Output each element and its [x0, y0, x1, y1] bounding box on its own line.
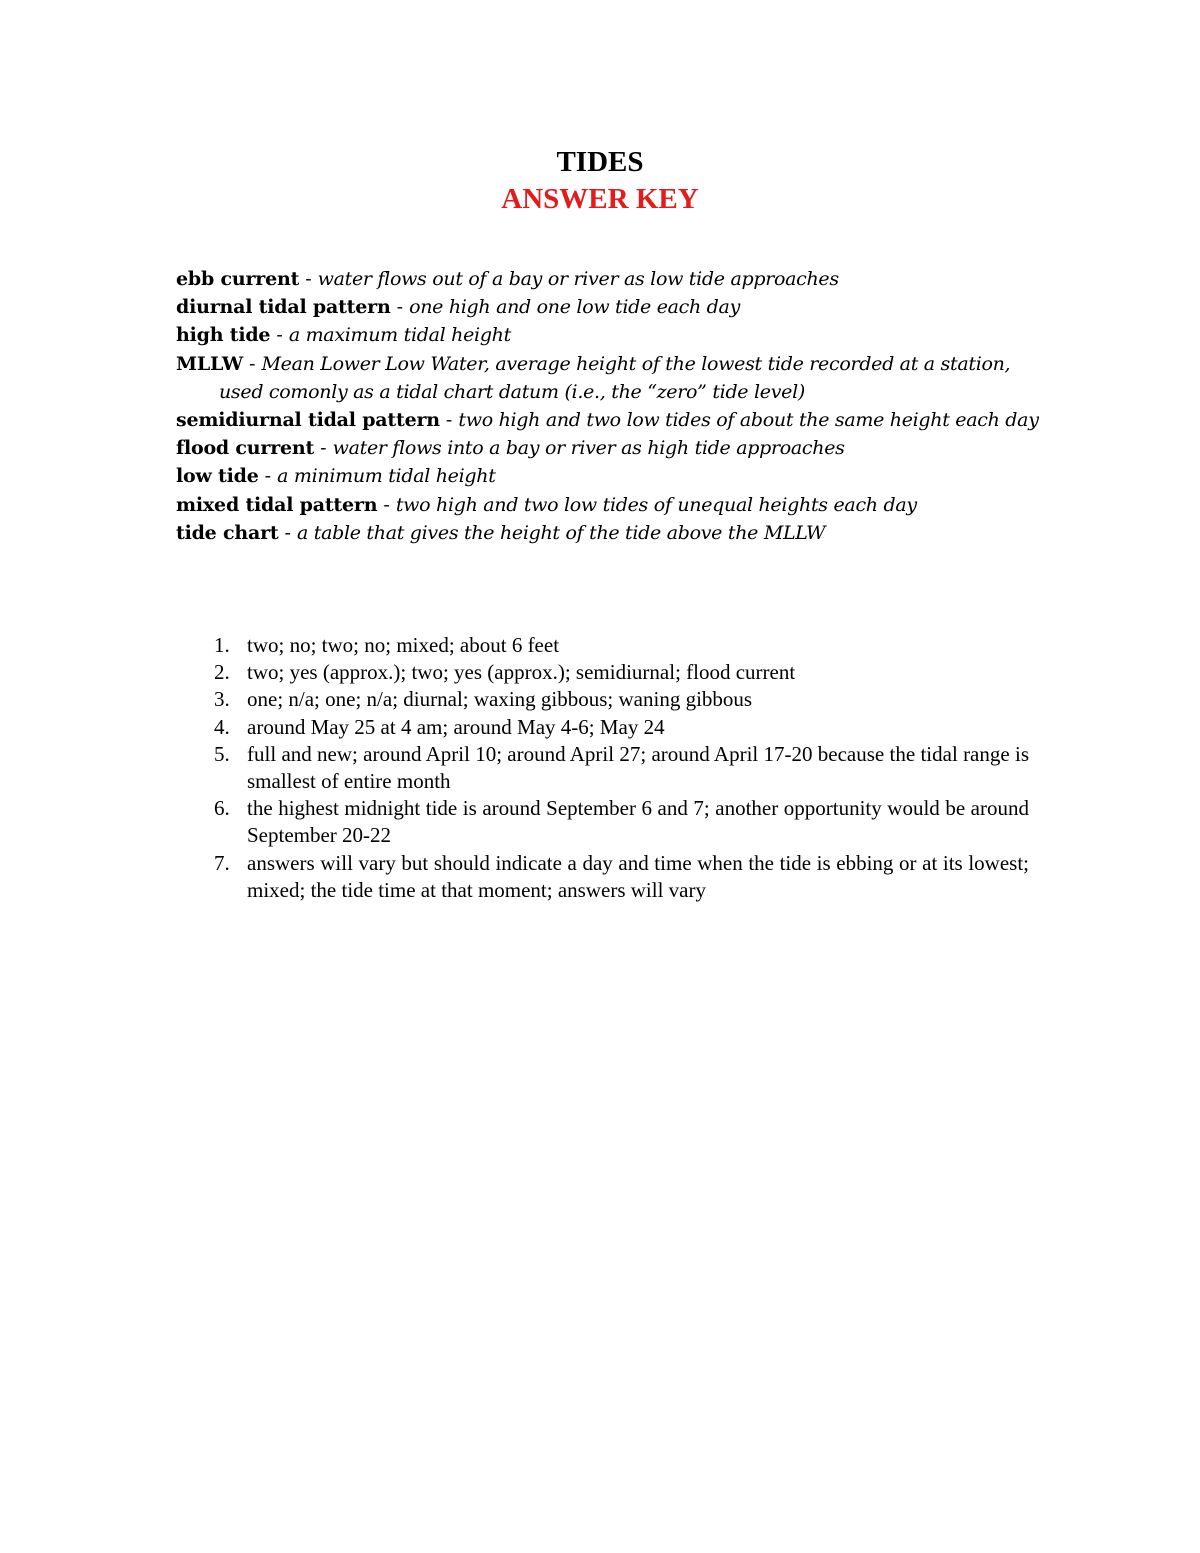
glossary-separator: -	[270, 324, 289, 347]
glossary-definition: two high and two low tides of unequal heights each day	[395, 493, 917, 516]
answer-item	[214, 632, 1029, 659]
glossary-separator: -	[439, 409, 459, 432]
glossary-term: mixed tidal pattern	[176, 493, 378, 516]
answer-number: 7.	[214, 850, 230, 875]
answer-text: around May 25 at 4 am; around May 4-6; May 24	[247, 714, 665, 739]
glossary-entry-low-tide	[176, 462, 1046, 490]
glossary-separator: -	[243, 352, 262, 375]
glossary-separator: -	[314, 437, 333, 460]
answer-number: 5.	[214, 741, 230, 766]
glossary-definition: a minimum tidal height	[277, 465, 496, 488]
answer-item	[214, 659, 1029, 686]
glossary-term: MLLW	[176, 352, 243, 375]
answer-key-heading: ANSWER KEY	[501, 183, 699, 215]
glossary-definition: a maximum tidal height	[288, 324, 511, 347]
answer-number: 2.	[214, 660, 230, 685]
page-title: TIDES	[556, 146, 644, 178]
answer-item	[214, 741, 1029, 795]
glossary-term: low tide	[176, 465, 259, 488]
glossary-term: ebb current	[176, 268, 300, 290]
glossary-definition: Mean Lower Low Water, average height of the lowest tide recorded at a station, used comonly as a tidal chart datum (i.e., the “zero” tide level)	[219, 352, 1011, 403]
answer-text: two; yes (approx.); two; yes (approx.); semidiurnal; flood current	[247, 660, 796, 685]
glossary-term: diurnal tidal pattern	[176, 296, 391, 319]
glossary-separator: -	[278, 521, 297, 544]
glossary-entry-tide-chart	[176, 519, 1046, 547]
glossary-entry-mixed-tidal-pattern	[176, 491, 1046, 519]
answer-number: 3.	[214, 687, 230, 712]
answer-number: 1.	[214, 633, 230, 657]
glossary-separator: -	[377, 493, 396, 516]
answer-text: full and new; around April 10; around April 27; around April 17-20 because the tidal range is smallest of entire month	[247, 741, 1029, 794]
glossary-term: tide chart	[176, 521, 279, 544]
glossary-entry-mllw	[176, 350, 1046, 406]
glossary-list	[176, 265, 1046, 547]
glossary-definition: one high and one low tide each day	[409, 296, 741, 319]
answer-item	[214, 795, 1029, 849]
answer-number: 6.	[214, 796, 230, 821]
answer-text: two; no; two; no; mixed; about 6 feet	[247, 633, 560, 657]
glossary-definition: a table that gives the height of the tide above the MLLW	[296, 521, 826, 544]
glossary-entry-diurnal-tidal-pattern	[176, 293, 1046, 321]
answer-text: one; n/a; one; n/a; diurnal; waxing gibbous; waning gibbous	[247, 687, 753, 712]
answer-item	[214, 850, 1029, 904]
glossary-entry-flood-current	[176, 434, 1046, 462]
glossary-term: high tide	[176, 324, 271, 347]
answer-item	[214, 714, 1029, 741]
answer-text: the highest midnight tide is around September 6 and 7; another opportunity would be around September 20-22	[247, 796, 1029, 848]
glossary-definition: two high and two low tides of about the same height each day	[458, 409, 1039, 432]
glossary-separator: -	[390, 296, 410, 319]
glossary-entry-ebb-current	[176, 265, 1046, 293]
glossary-definition: water flows into a bay or river as high tide approaches	[332, 437, 845, 460]
answer-number: 4.	[214, 714, 230, 739]
glossary-separator: -	[258, 465, 278, 488]
answer-text: answers will vary but should indicate a day and time when the tide is ebbing or at its lowest; mixed; the tide time at that moment; answers will vary	[247, 850, 1029, 902]
glossary-term: flood current	[176, 437, 315, 460]
glossary-entry-high-tide	[176, 321, 1046, 349]
answer-item	[214, 686, 1029, 713]
answer-list	[214, 632, 1029, 904]
glossary-entry-semidiurnal-tidal-pattern	[176, 406, 1046, 434]
glossary-term: semidiurnal tidal pattern	[176, 409, 440, 432]
glossary-definition: water flows out of a bay or river as low tide approaches	[317, 268, 839, 290]
glossary-separator: -	[299, 268, 318, 290]
